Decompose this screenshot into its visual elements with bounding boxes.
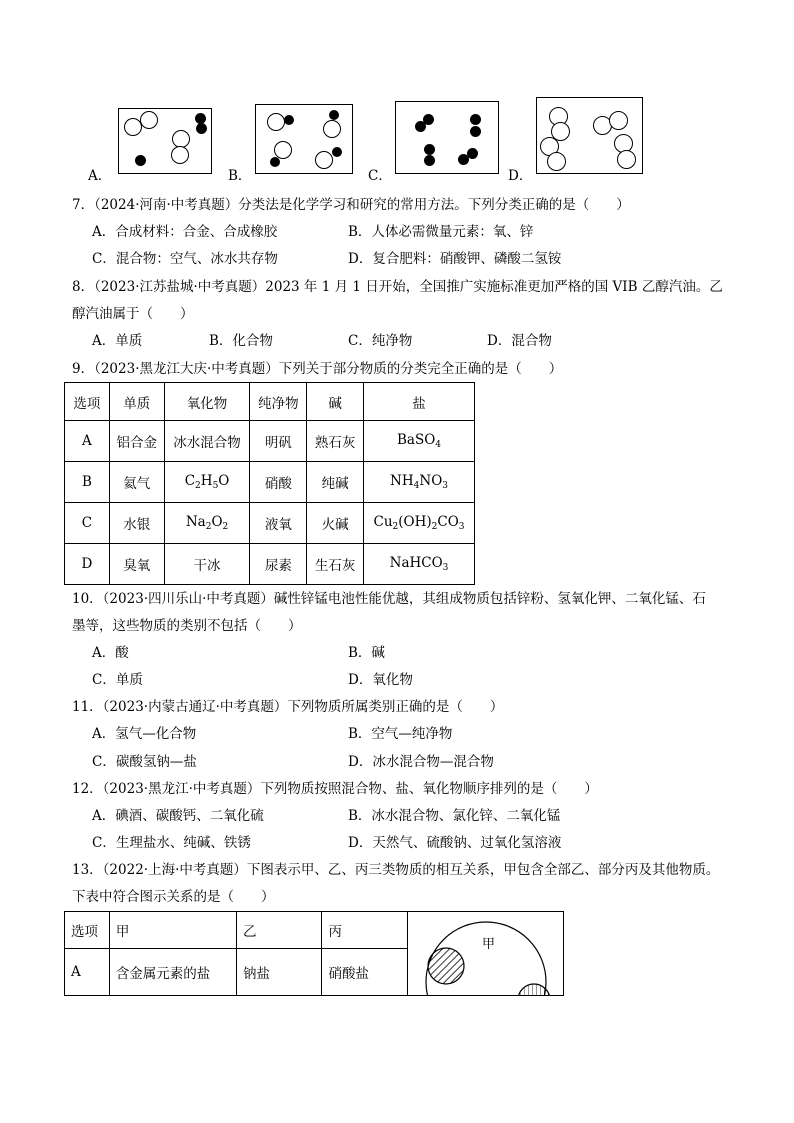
formula-cell: $Cu_2(OH)_2CO_3$ bbox=[364, 503, 475, 544]
table-cell: 含金属元素的盐 bbox=[109, 949, 236, 996]
circle-yi bbox=[428, 948, 464, 984]
formula-cell: $Na_2O_2$ bbox=[164, 503, 250, 544]
question-stem: 11．（2023·内蒙古通辽·中考真题）下列物质所属类别正确的是（ ） bbox=[72, 699, 504, 715]
atom-hollow bbox=[171, 146, 189, 164]
question-stem-line1: 8．（2023·江苏盐城·中考真题）2023 年 1 月 1 日开始，全国推广实施标准更加严格的国 VIB 乙醇汽油。乙 bbox=[72, 279, 723, 295]
header-cell: 甲 bbox=[109, 912, 236, 949]
venn-diagram bbox=[408, 912, 563, 995]
table-row bbox=[65, 503, 475, 544]
atom-solid bbox=[424, 155, 435, 166]
table-cell: 生石灰 bbox=[307, 544, 364, 585]
table-cell: 水银 bbox=[109, 503, 164, 544]
atom-solid bbox=[424, 144, 435, 155]
option-c: C．纯净物 bbox=[348, 333, 413, 349]
question-stem-line2: 墨等，这些物质的类别不包括（ ） bbox=[72, 618, 302, 634]
table-cell: 纯碱 bbox=[307, 462, 364, 503]
table-row bbox=[65, 421, 475, 462]
particle-box-b bbox=[255, 104, 353, 174]
table-cell: 氦气 bbox=[109, 462, 164, 503]
header-cell: 丙 bbox=[322, 912, 408, 949]
table-cell: 尿素 bbox=[250, 544, 307, 585]
option-d: D．冰水混合物—混合物 bbox=[348, 754, 494, 770]
atom-solid bbox=[332, 147, 342, 157]
option-a: A．氢气—化合物 bbox=[92, 726, 197, 742]
option-c: C．碳酸氢钠—盐 bbox=[92, 754, 197, 770]
formula-cell: NaHCO$_3$ bbox=[364, 544, 475, 585]
table-cell: D bbox=[65, 544, 110, 585]
header-cell: 碱 bbox=[307, 383, 364, 421]
atom-solid bbox=[467, 148, 478, 159]
option-label: A． bbox=[88, 168, 112, 184]
atom-solid bbox=[270, 157, 280, 167]
atom-hollow bbox=[315, 151, 333, 169]
header-cell: 乙 bbox=[236, 912, 322, 949]
option-label: B． bbox=[228, 168, 252, 184]
option-d: D．复合肥料：硝酸钾、磷酸二氢铵 bbox=[348, 251, 562, 267]
table-row bbox=[65, 544, 475, 585]
atom-solid bbox=[196, 123, 207, 134]
option-c: C．混合物：空气、冰水共存物 bbox=[92, 251, 278, 267]
question-stem-line2: 下表中符合图示关系的是（ ） bbox=[72, 889, 275, 905]
atom-hollow bbox=[547, 152, 566, 171]
formula-cell: BaSO$_4$ bbox=[364, 421, 475, 462]
table-cell: 硝酸盐 bbox=[322, 949, 408, 996]
table-cell: 钠盐 bbox=[236, 949, 322, 996]
atom-hollow bbox=[323, 120, 341, 138]
table-header-row bbox=[65, 912, 564, 949]
atom-solid bbox=[329, 110, 339, 120]
table-cell: 熟石灰 bbox=[307, 421, 364, 462]
option-label: D． bbox=[508, 168, 533, 184]
table-cell: 干冰 bbox=[164, 544, 250, 585]
option-b: B．化合物 bbox=[209, 333, 273, 349]
atom-solid bbox=[423, 114, 434, 125]
header-cell: 氧化物 bbox=[164, 383, 250, 421]
header-cell: 纯净物 bbox=[250, 383, 307, 421]
particle-box-d bbox=[536, 97, 643, 174]
header-cell: 选项 bbox=[65, 912, 110, 949]
formula-cell: $C_2H_5O$ bbox=[164, 462, 250, 503]
particle-box-c bbox=[395, 101, 499, 174]
option-b: B．碱 bbox=[348, 645, 385, 661]
table-cell: B bbox=[65, 462, 110, 503]
table-row bbox=[65, 462, 475, 503]
circle-bing bbox=[518, 984, 550, 995]
atom-solid bbox=[135, 155, 146, 166]
formula-cell: $NH_4NO_3$ bbox=[364, 462, 475, 503]
question-stem: 12．（2023·黑龙江·中考真题）下列物质按照混合物、盐、氧化物顺序排列的是（ ） bbox=[72, 781, 598, 797]
option-a: A．单质 bbox=[92, 333, 143, 349]
option-c: C．生理盐水、纯碱、铁锈 bbox=[92, 835, 251, 851]
option-a: A．合成材料：合金、合成橡胶 bbox=[92, 224, 278, 240]
table-cell: A bbox=[65, 421, 110, 462]
table-cell: 液氧 bbox=[250, 503, 307, 544]
figure-label-jia: 甲 bbox=[481, 937, 495, 952]
option-d: D．混合物 bbox=[487, 333, 552, 349]
question-stem-line1: 13．（2022·上海·中考真题）下图表示甲、乙、丙三类物质的相互关系，甲包含全部乙、部分丙及其他物质。 bbox=[72, 862, 720, 878]
atom-hollow bbox=[267, 113, 285, 131]
option-d: D．天然气、硫酸钠、过氧化氢溶液 bbox=[348, 835, 562, 851]
table-cell: 明矾 bbox=[250, 421, 307, 462]
table-cell: C bbox=[65, 503, 110, 544]
question-stem: 9．（2023·黑龙江大庆·中考真题）下列关于部分物质的分类完全正确的是（ ） bbox=[72, 361, 563, 377]
relation-table bbox=[64, 911, 564, 996]
table-header-row bbox=[65, 383, 475, 421]
header-cell: 盐 bbox=[364, 383, 475, 421]
table-cell: 铝合金 bbox=[109, 421, 164, 462]
option-label: C． bbox=[368, 168, 392, 184]
table-cell: 臭氧 bbox=[109, 544, 164, 585]
question-stem-line2: 醇汽油属于（ ） bbox=[72, 306, 194, 322]
table-cell: 火碱 bbox=[307, 503, 364, 544]
atom-hollow bbox=[609, 111, 628, 130]
option-b: B．人体必需微量元素：氧、锌 bbox=[348, 224, 534, 240]
table-cell: 硝酸 bbox=[250, 462, 307, 503]
atom-solid bbox=[470, 126, 481, 137]
question-stem-line1: 10．（2023·四川乐山·中考真题）碱性锌锰电池性能优越，其组成物质包括锌粉、氢氧化钾、二氧化锰、石 bbox=[72, 591, 706, 607]
option-c: C．单质 bbox=[92, 672, 143, 688]
atom-solid bbox=[470, 114, 481, 125]
option-a: A．酸 bbox=[92, 645, 129, 661]
particle-box-a bbox=[118, 108, 212, 174]
option-b: B．空气—纯净物 bbox=[348, 726, 453, 742]
classification-table bbox=[64, 382, 475, 585]
option-a: A．碘酒、碳酸钙、二氧化硫 bbox=[92, 808, 264, 824]
atom-hollow bbox=[617, 150, 636, 169]
question-stem: 7．（2024·河南·中考真题）分类法是化学学习和研究的常用方法。下列分类正确的是（ ） bbox=[72, 197, 630, 213]
option-d: D．氧化物 bbox=[348, 672, 413, 688]
header-cell: 单质 bbox=[109, 383, 164, 421]
option-b: B．冰水混合物、氯化锌、二氧化锰 bbox=[348, 808, 561, 824]
header-cell: 选项 bbox=[65, 383, 110, 421]
venn-figure-cell bbox=[407, 912, 563, 996]
atom-solid bbox=[284, 115, 294, 125]
atom-hollow bbox=[140, 111, 158, 129]
table-cell: 冰水混合物 bbox=[164, 421, 250, 462]
table-cell: A bbox=[65, 949, 110, 996]
